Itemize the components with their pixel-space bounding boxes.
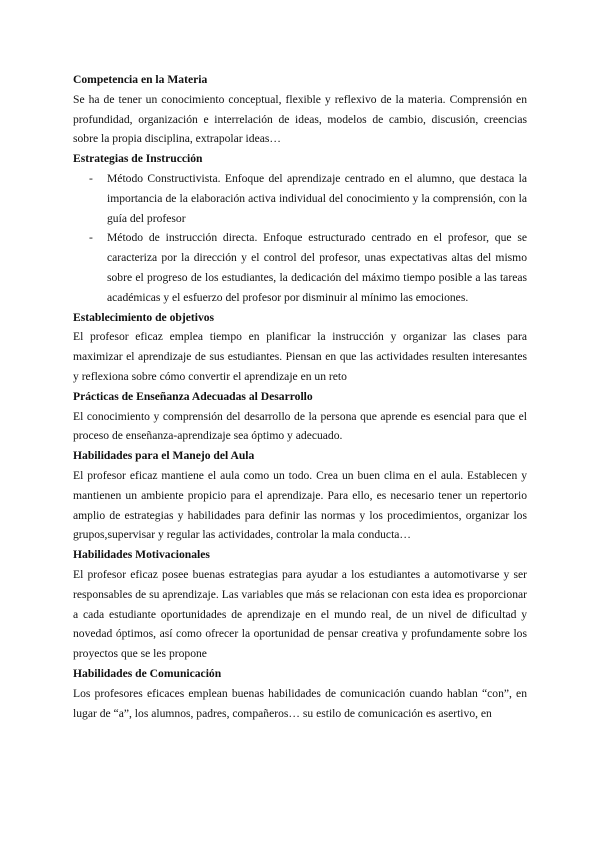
bullet-dash: - bbox=[89, 231, 93, 245]
bullet-dash: - bbox=[89, 171, 93, 185]
section-heading-estrategias: Estrategias de Instrucción bbox=[73, 152, 203, 166]
bullet-item-instruccion-directa bbox=[73, 228, 527, 307]
section-body-objetivos: El profesor eficaz emplea tiempo en planificar la instrucción y organizar las clases para maximizar el aprendizaje de sus estudiantes. Piensan en que las actividades resulten interesantes y reflexiona sobre cómo convertir el aprendizaje en un reto bbox=[73, 330, 527, 383]
section-body-motivacionales: El profesor eficaz posee buenas estrategias para ayudar a los estudiantes a automotivarse y ser responsables de su aprendizaje. Las variables que más se relacionan con esta idea es proporcionar a cada estudiante oportunidades de aprendizaje en el mundo real, de un nivel de dificultad y novedad óptimos, así como ofrecer la oportunidad de pensar creativa y profundamente sobre los proyectos que se les propone bbox=[73, 567, 527, 661]
section-heading-comunicacion: Habilidades de Comunicación bbox=[73, 666, 222, 680]
section-body-practicas: El conocimiento y comprensión del desarrollo de la persona que aprende es esencial para que el proceso de enseñanza-aprendizaje sea óptimo y adecuado. bbox=[73, 409, 527, 443]
bullet-text-instruccion-directa: Método de instrucción directa. Enfoque estructurado centrado en el profesor, que se caracteriza por la dirección y el control del profesor, unas expectativas altas del mismo sobre el progreso de los estudiantes, la dedicación del máximo tiempo posible a las tareas académicas y el esfuerzo del profesor por disminuir al mínimo las emociones. bbox=[107, 231, 527, 304]
section-heading-manejo-aula: Habilidades para el Manejo del Aula bbox=[73, 449, 255, 463]
section-heading-motivacionales: Habilidades Motivacionales bbox=[73, 548, 210, 562]
section-heading-competencia: Competencia en la Materia bbox=[73, 73, 208, 86]
bullet-item-constructivista bbox=[73, 169, 527, 228]
section-heading-objetivos: Establecimiento de objetivos bbox=[73, 310, 215, 324]
section-body-competencia: Se ha de tener un conocimiento conceptual, flexible y reflexivo de la materia. Comprensión en profundidad, organización e interrelación de ideas, modelos de cambio, discusión, creencias sobre la propia disciplina, extrapolar ideas… bbox=[73, 92, 527, 146]
section-body-manejo-aula: El profesor eficaz mantiene el aula como un todo. Crea un buen clima en el aula. Establecen y mantienen un ambiente propicio para el aprendizaje. Para ello, es necesario tener un repertorio amplio de estrategias y habilidades para definir las normas y los procedimientos, organizar los grupos,supervisar y regular las actividades, controlar la mala conducta… bbox=[73, 468, 527, 542]
section-heading-practicas: Prácticas de Enseñanza Adecuadas al Desarrollo bbox=[73, 389, 313, 403]
bullet-text-constructivista: Método Constructivista. Enfoque del aprendizaje centrado en el alumno, que destaca la importancia de la elaboración activa individual del conocimiento y la comprensión, con la guía del profesor bbox=[107, 171, 527, 225]
document-body bbox=[73, 70, 527, 723]
estrategias-bullet-list bbox=[73, 169, 527, 308]
section-body-comunicacion: Los profesores eficaces emplean buenas habilidades de comunicación cuando hablan “con”, en lugar de “a”, los alumnos, padres, compañeros… su estilo de comunicación es asertivo, en bbox=[73, 686, 527, 720]
